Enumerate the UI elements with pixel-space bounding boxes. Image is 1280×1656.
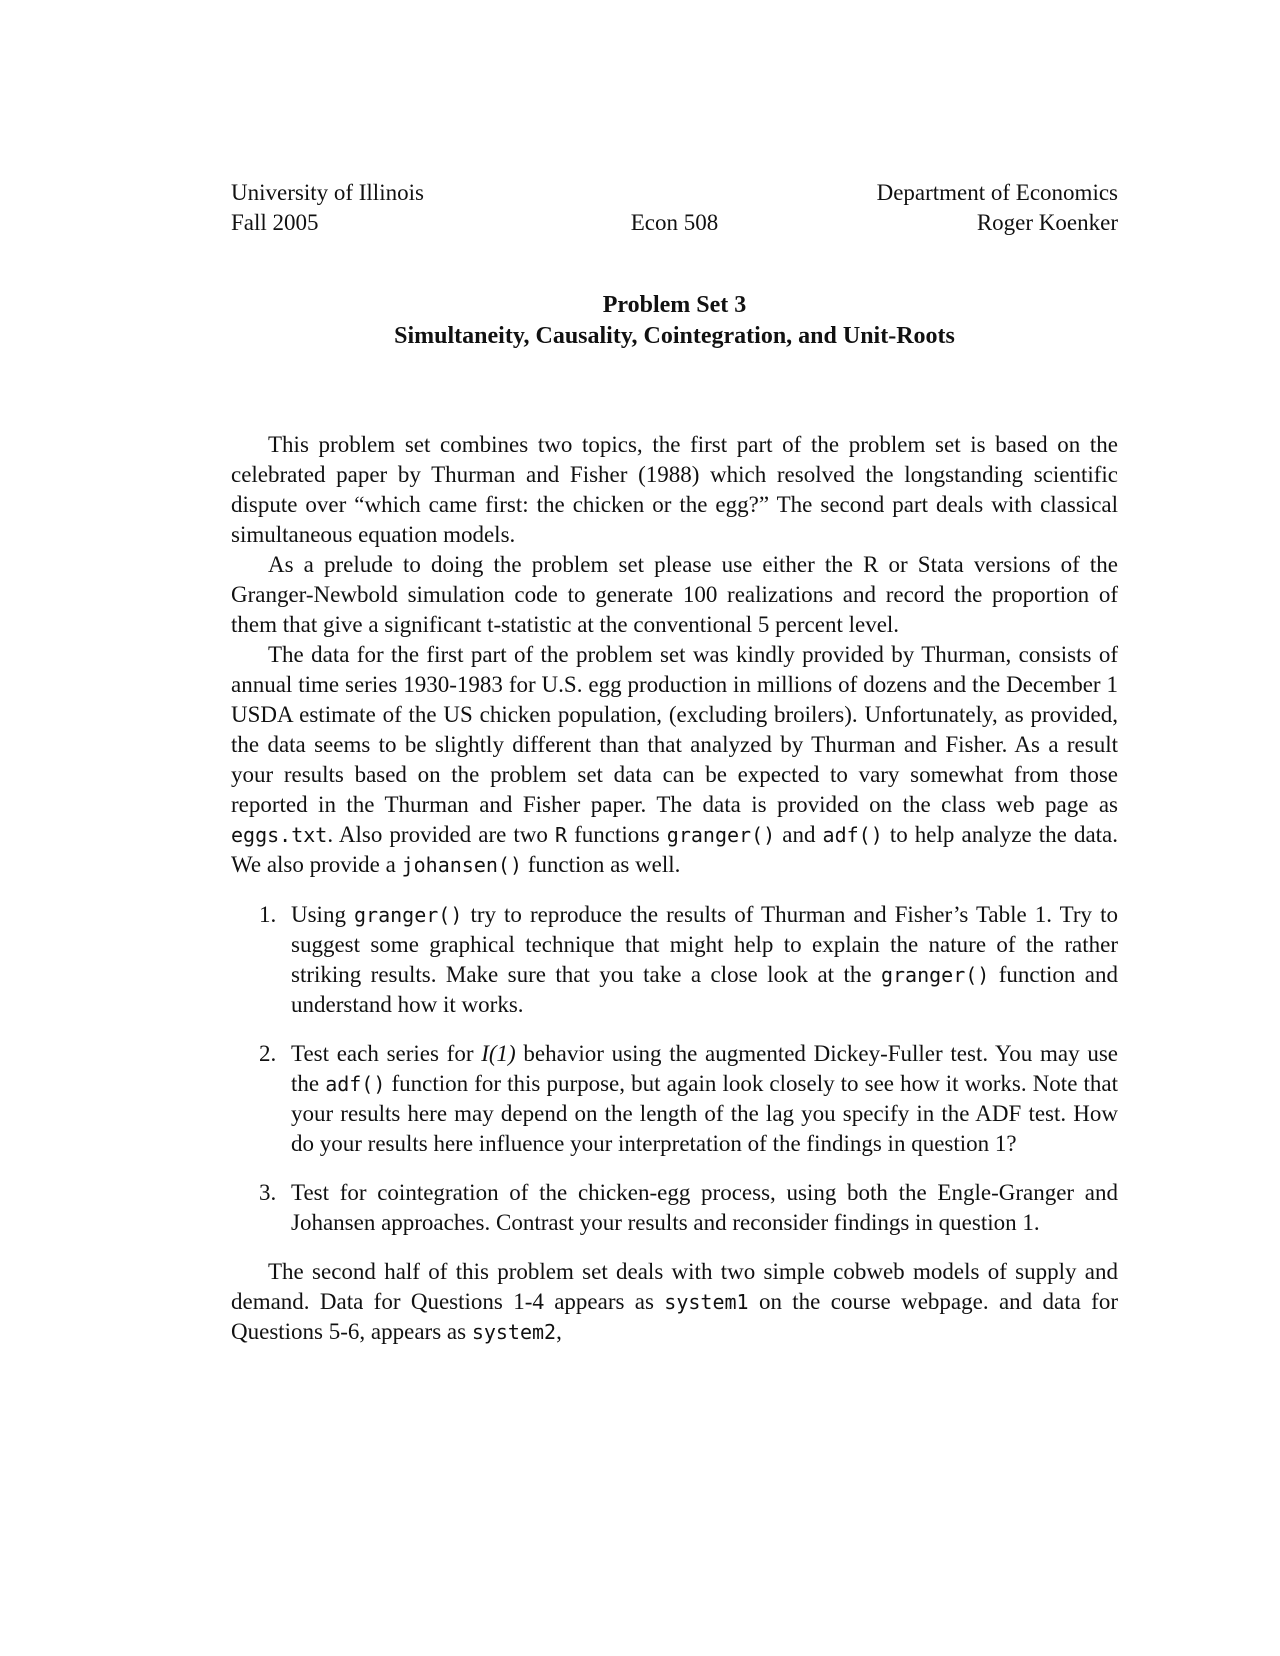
text-run: The data for the first part of the problem set was kindly provided by Thurman, consists of annual time series 1930-1983 for U.S. egg production in millions of dozens and the December 1 USDA estimate of the US chicken population, (excluding broilers). Unfortunately, as provided, the data seems to be slightly different than that analyzed by Thurman and Fisher. As a result your results based on the problem set data can be expected to vary somewhat from those reported in the Thurman and Fisher paper. The data is provided on the class web page as (231, 642, 1118, 817)
paragraph-prelude: As a prelude to doing the problem set please use either the R or Stata versions of the Granger-Newbold simulation code to generate 100 realizations and record the proportion of them that give a significant t-statistic at the conventional 5 percent level. (231, 552, 1118, 637)
question-item (231, 1039, 1118, 1159)
question-number: 1. (259, 902, 277, 927)
text-run: function as well. (522, 852, 681, 877)
dataset-system1: system1 (664, 1290, 749, 1314)
text-run: on the course webpage. and data for Questions 5-6, appears as (231, 1289, 1118, 1344)
course-number: Econ 508 (630, 210, 719, 235)
text-run: behavior using the augmented Dickey-Fuller test. You may use the (291, 1041, 1118, 1096)
question-item (231, 1178, 1118, 1238)
text-run: try to reproduce the results of Thurman and Fisher’s Table 1. Try to suggest some graphical technique that might help to explain the nature of the rather striking results. Make sure that you take a close look at the (291, 902, 1119, 987)
university-name: University of Illinois (231, 180, 424, 205)
text-run: function and understand how it works. (291, 962, 1118, 1017)
department-name: Department of Economics (876, 180, 1118, 205)
text-run: functions (567, 822, 667, 847)
text-run: . Also provided are two (327, 822, 555, 847)
title-line-1: Problem Set 3 (602, 292, 747, 318)
function-johansen: johansen() (401, 853, 523, 877)
paragraph-data (231, 640, 1118, 880)
text-run: function for this purpose, but again look closely to see how it works. Note that your results here may depend on the length of the lag you specify in the ADF test. How do your results here influence your interpretation of the findings in question 1? (291, 1071, 1118, 1156)
document-header (231, 178, 1118, 238)
term: Fall 2005 (231, 210, 319, 235)
data-file-name: eggs.txt (231, 823, 328, 847)
function-adf: adf() (325, 1072, 386, 1096)
question-list (231, 900, 1118, 1238)
text-run: and (775, 822, 823, 847)
text-run: to help analyze the data. We also provide a (231, 822, 1119, 877)
function-adf: adf() (822, 823, 883, 847)
text-run: The second half of this problem set deals with two simple cobweb models of supply and demand. Data for Questions 1-4 appears as (231, 1259, 1118, 1314)
dataset-system2: system2 (471, 1320, 557, 1344)
language-name: R (554, 823, 568, 847)
text-run: , (556, 1319, 562, 1344)
body-text (231, 430, 1118, 1347)
text-run: Test each series for (291, 1041, 482, 1066)
math-expression: I(1) (481, 1041, 516, 1066)
question-number: 3. (259, 1180, 277, 1205)
title-line-2: Simultaneity, Causality, Cointegration, and Unit-Roots (394, 323, 955, 349)
text-run: Test for cointegration of the chicken-egg process, using both the Engle-Granger and Johansen approaches. Contrast your results and reconsider findings in question 1. (291, 1180, 1118, 1235)
paragraph-second-half (231, 1257, 1118, 1347)
document-content (231, 178, 1118, 1347)
question-number: 2. (259, 1041, 277, 1066)
question-item (231, 900, 1118, 1020)
document-title (231, 290, 1118, 352)
function-granger: granger() (880, 963, 990, 987)
function-granger: granger() (666, 823, 776, 847)
paragraph-intro: This problem set combines two topics, the first part of the problem set is based on the celebrated paper by Thurman and Fisher (1988) which resolved the longstanding scientific dispute over “which came first: the chicken or the egg?” The second part deals with classical simultaneous equation models. (231, 432, 1118, 547)
function-granger: granger() (354, 903, 463, 927)
instructor-name: Roger Koenker (976, 210, 1118, 235)
text-run: Using (291, 902, 355, 927)
header-right (877, 178, 1118, 238)
